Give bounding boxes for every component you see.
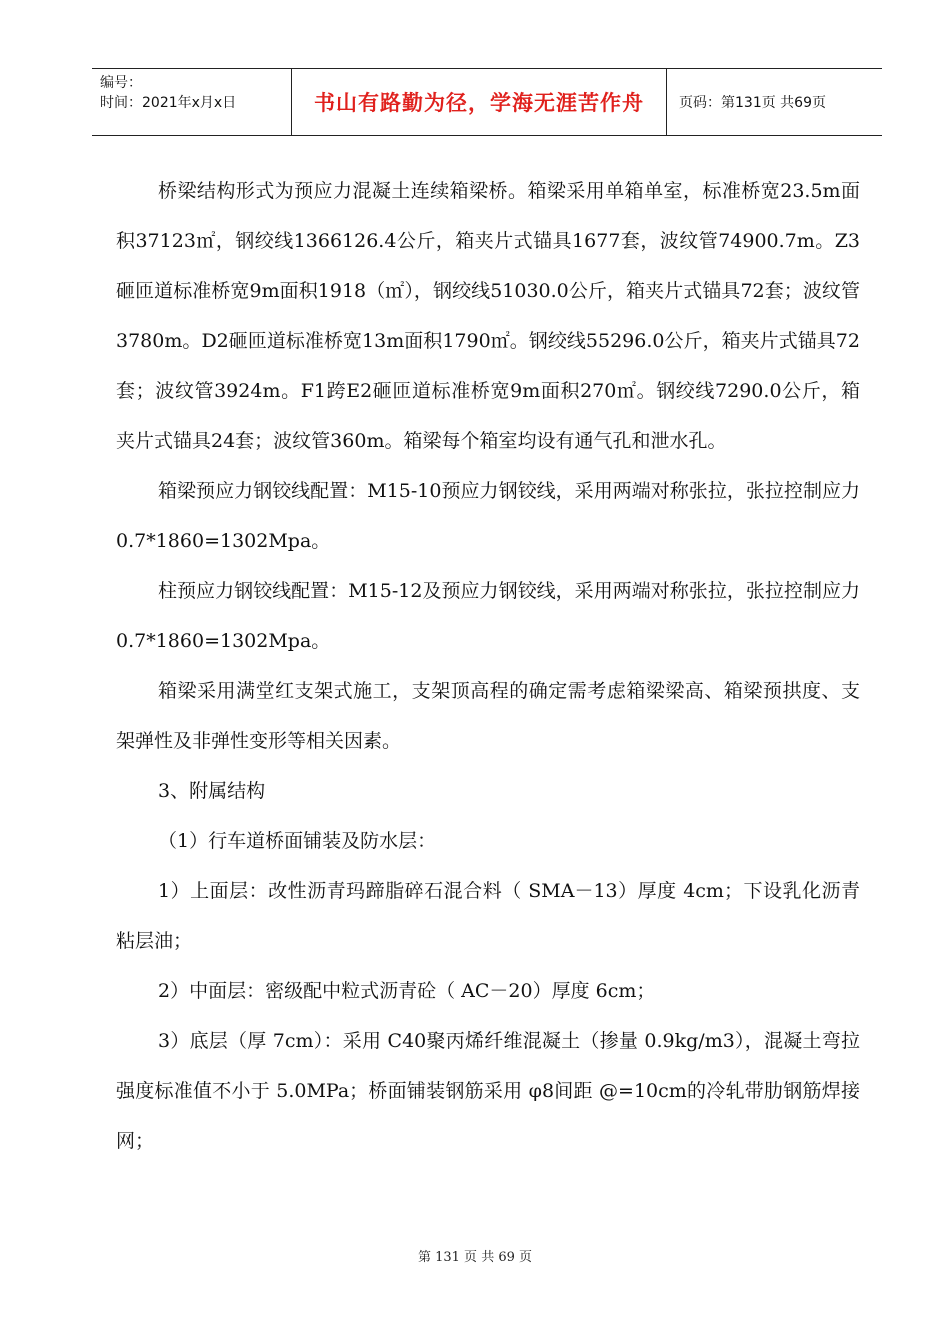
- header-motto: 书山有路勤为径，学海无涯苦作舟: [292, 69, 667, 135]
- paragraph: 3）底层（厚 7cm）：采用 C40聚丙烯纤维混凝土（掺量 0.9kg/m3），混凝土弯拉强度标准值不小于 5.0MPa；桥面铺装钢筋采用 φ8间距 @=10cm的冷轧带肋钢筋焊接网；: [116, 1030, 860, 1152]
- page-footer: 第 131 页 共 69 页: [417, 1250, 533, 1265]
- paragraph: 箱梁采用满堂红支架式施工，支架顶高程的确定需考虑箱梁梁高、箱梁预拱度、支架弹性及非弹性变形等相关因素。: [116, 680, 860, 752]
- page-header: [92, 68, 882, 136]
- serial-number-label: 编号：: [100, 75, 142, 91]
- paragraph: 箱梁预应力钢铰线配置：M15-10预应力钢铰线，采用两端对称张拉，张拉控制应力0.7*1860=1302Mpa。: [116, 480, 860, 552]
- paragraph: 柱预应力钢铰线配置：M15-12及预应力钢铰线，采用两端对称张拉，张拉控制应力0.7*1860=1302Mpa。: [116, 580, 860, 652]
- paragraph: 2）中面层：密级配中粒式沥青砼（ AC－20）厚度 6cm；: [158, 980, 656, 1002]
- document-body: [116, 166, 860, 1166]
- paragraph: 桥梁结构形式为预应力混凝土连续箱梁桥。箱梁采用单箱单室，标准桥宽23.5m面积37123㎡，钢绞线1366126.4公斤，箱夹片式锚具1677套，波纹管74900.7m。Z3砸匝道标准桥宽9m面积1918（㎡），钢绞线51030.0公斤，箱夹片式锚具72套；波纹管3780m。D2砸匝道标准桥宽13m面积1790㎡。钢绞线55296.0公斤，箱夹片式锚具72套；波纹管3924m。F1跨E2砸匝道标准桥宽9m面积270㎡。钢绞线7290.0公斤，箱夹片式锚具24套；波纹管360m。箱梁每个箱室均设有通气孔和泄水孔。: [116, 180, 860, 452]
- paragraph: 1）上面层：改性沥青玛蹄脂碎石混合料（ SMA－13）厚度 4cm；下设乳化沥青粘层油；: [116, 880, 860, 952]
- header-meta: [92, 69, 292, 135]
- subsection-heading: （1）行车道桥面铺装及防水层：: [158, 830, 437, 852]
- date-label: 时间：2021年x月x日: [100, 95, 237, 111]
- section-heading: 3、附属结构: [158, 780, 266, 802]
- header-page-info: 页码：第131页 共69页: [679, 95, 826, 111]
